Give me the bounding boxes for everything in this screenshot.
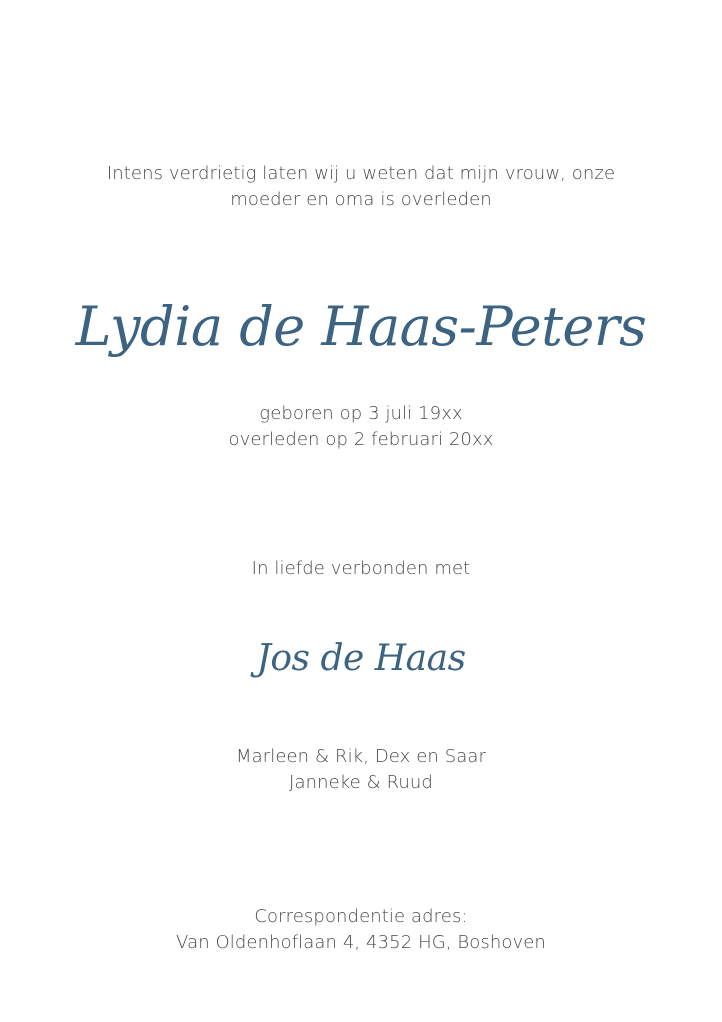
partner-name: Jos de Haas [256,638,466,679]
intro-line-2: moeder en oma is overleden [230,189,492,210]
family-names [0,744,722,796]
family-line-1: Marleen & Rik, Dex en Saar [235,746,487,767]
correspondence-address: Van Oldenhoflaan 4, 4352 HG, Boshoven [176,932,546,953]
correspondence [0,904,722,956]
birth-date: geboren op 3 juli 19xx [259,403,463,424]
deceased-name: Lydia de Haas-Peters [75,295,647,358]
bond-label: In liefde verbonden met [251,558,471,579]
family-line-2: Janneke & Ruud [289,772,433,793]
correspondence-label: Correspondentie adres: [254,906,468,927]
life-dates [0,401,722,453]
intro-text [0,161,722,213]
intro-line-1: Intens verdrietig laten wij u weten dat mijn vrouw, onze [106,163,616,184]
death-date: overleden op 2 februari 20xx [228,429,494,450]
